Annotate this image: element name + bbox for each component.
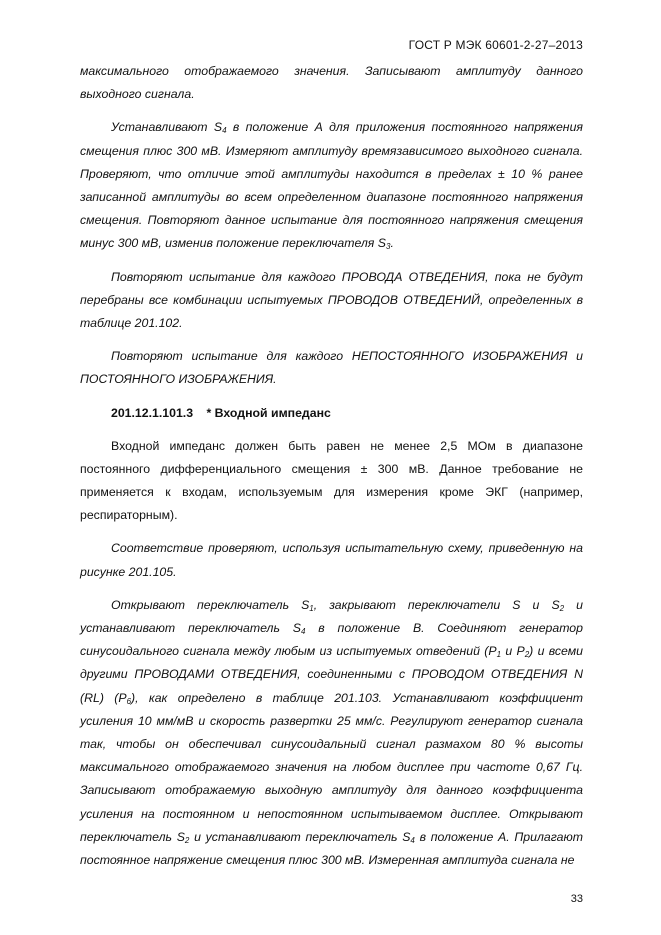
subscript: 4	[222, 126, 227, 136]
subscript: 1	[309, 603, 314, 613]
text-run: максимального отображаемого значения. Записывают амплитуду данного выходного сигнала.	[80, 64, 583, 102]
text-run: и устанавливают переключатель S	[80, 597, 584, 636]
document-body	[80, 60, 583, 882]
page-number: 33	[570, 893, 583, 905]
subscript: 3	[386, 242, 391, 252]
text-run: Повторяют испытание для каждого ПРОВОДА ОТВЕДЕНИЯ, пока не будут перебраны все комбинации испытуемых ПРОВОДОВ ОТВЕДЕНИЙ, определенных в таблице 201.102.	[80, 269, 583, 331]
text-run: и устанавливают переключатель S	[189, 829, 411, 844]
text-run: Устанавливают S	[111, 120, 223, 135]
paragraph	[80, 60, 583, 106]
paragraph	[80, 116, 583, 255]
subscript: 2	[524, 650, 530, 660]
text-run: .	[390, 236, 394, 251]
subscript: 2	[559, 603, 565, 613]
paragraph	[80, 345, 583, 391]
text-run: Соответствие проверяют, используя испытательную схему, приведенную на рисунке 201.105.	[80, 541, 583, 579]
text-run: в положение А. Прилагают постоянное напряжение смещения плюс 300 мВ. Измеренная амплитуда сигнала не	[80, 829, 583, 868]
text-run: Повторяют испытание для каждого НЕПОСТОЯННОГО ИЗОБРАЖЕНИЯ и ПОСТОЯННОГО ИЗОБРАЖЕНИЯ.	[80, 349, 583, 387]
paragraph	[80, 537, 583, 583]
paragraph	[80, 435, 583, 528]
subscript: 6	[126, 696, 132, 706]
text-run: ) и всеми другими ПРОВОДАМИ ОТВЕДЕНИЯ, соединенными с ПРОВОДОМ ОТВЕДЕНИЯ N (RL) (Р	[80, 644, 583, 705]
paragraph	[80, 266, 583, 336]
section-heading	[80, 402, 583, 425]
text-run: Открывают переключатель S	[111, 597, 310, 612]
text-run: , закрывают переключатели S и S	[313, 597, 560, 612]
subscript: 4	[301, 627, 306, 637]
subscript: 4	[410, 835, 415, 845]
page-header: ГОСТ Р МЭК 60601-2-27–2013	[408, 38, 583, 52]
text-run: и Р	[501, 644, 525, 659]
text-run: в положение А для приложения постоянного напряжения смещения плюс 300 мВ. Измеряют амплитуду времязависимого выходного сигнала. Проверяют, что отличие этой амплитуды находится в пределах ± 10 % ранее записанной амплитуды во всем определенном диапазоне постоянного напряжения смещения. Повторяют данное испытание для постоянного напряжения смещения минус 300 мВ, изменив положение переключателя S	[80, 120, 583, 251]
subscript: 2	[184, 835, 190, 845]
subscript: 1	[496, 650, 502, 660]
text-run: Входной импеданс должен быть равен не менее 2,5 МОм в диапазоне постоянного дифференциального смещения ± 300 мВ. Данное требование не применяется к входам, используемым для измерения кроме ЭКГ (например, респираторным).	[80, 438, 583, 523]
section-number: 201.12.1.101.3	[111, 405, 194, 420]
text-run: в положение В. Соединяют генератор синусоидального сигнала между любым из испытуемых отведений (Р	[80, 621, 583, 659]
section-title: * Входной импеданс	[206, 405, 331, 420]
text-run: ), как определено в таблице 201.103. Устанавливают коэффициент усиления 10 мм/мВ и скорость развертки 25 мм/с. Регулируют генератор сигнала так, чтобы он обеспечивал синусоидальный сигнал размахом 80 % высоты максимального отображаемого значения на любом дисплее при частоте 0,67 Гц. Записывают отображаемую выходную амплитуду для данного коэффициента усиления на постоянном и непостоянном испытываемом дисплее. Открывают переключатель S	[80, 690, 584, 844]
paragraph	[80, 594, 583, 872]
